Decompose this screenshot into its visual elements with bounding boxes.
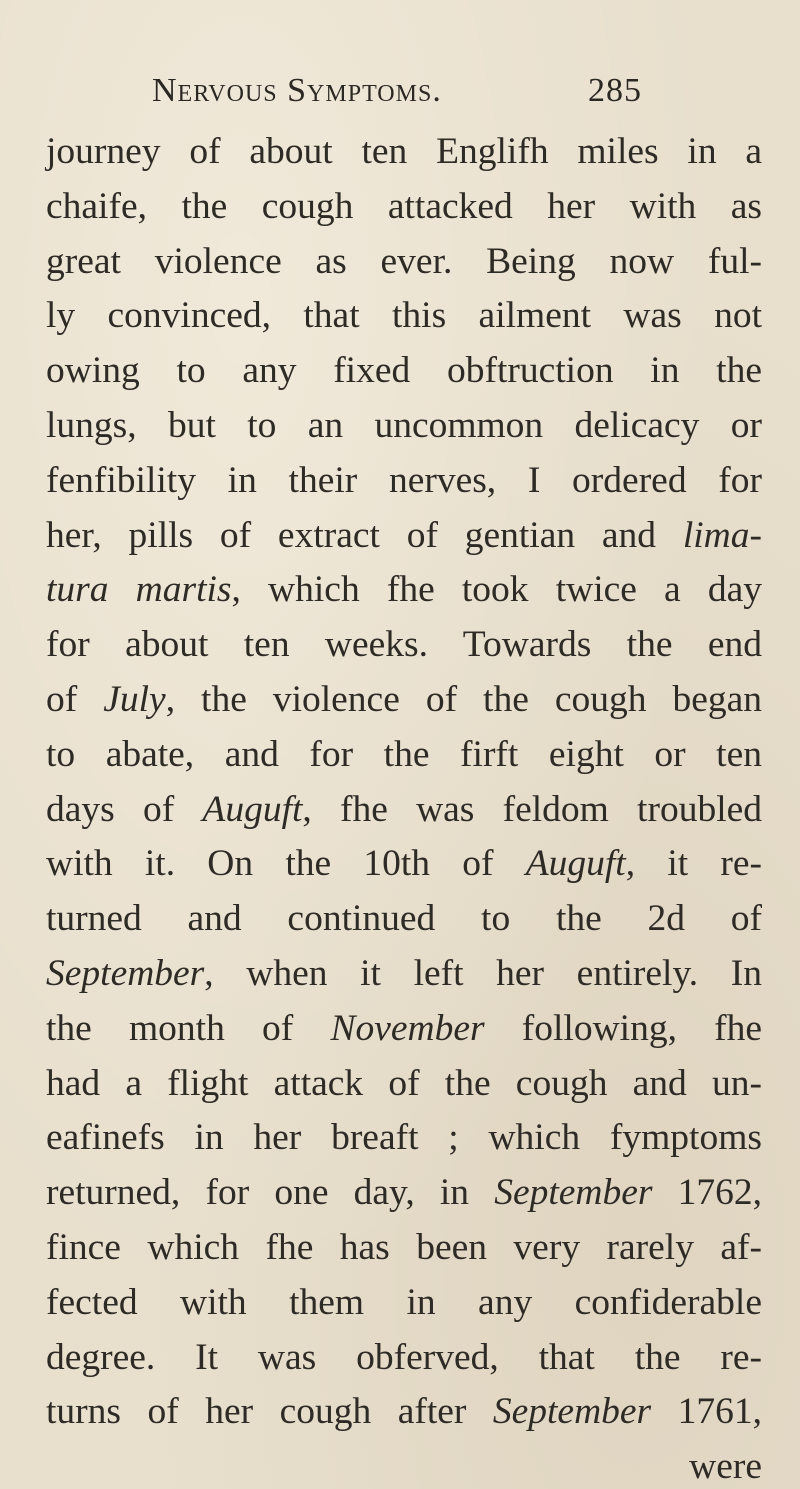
text-line: eafinefs in her breaft ; which fymptoms	[46, 1117, 762, 1159]
italic-text: September	[46, 953, 205, 994]
running-title: Nervous Symptoms.	[152, 72, 442, 109]
text-line: chaife, the cough attacked her with as	[46, 185, 762, 227]
italic-text: tura martis	[46, 569, 232, 611]
text-line: of July, the violence of the cough began	[46, 679, 762, 720]
italic-text: November	[330, 1007, 485, 1049]
text-line: owing to any fixed obftruction in the	[46, 350, 762, 392]
page-number: 285	[588, 72, 642, 109]
text-line: turns of her cough after September 1761,	[46, 1391, 762, 1433]
italic-text: July	[103, 679, 166, 720]
text-line: her, pills of extract of gentian and lima-	[46, 514, 762, 556]
text-line: returned, for one day, in September 1762,	[46, 1172, 762, 1214]
italic-text: Auguft	[202, 788, 303, 830]
italic-text: September	[494, 1172, 653, 1214]
text-line: journey of about ten Englifh miles in a	[46, 131, 762, 172]
italic-text: September	[492, 1391, 652, 1433]
text-line: degree. It was obferved, that the re-	[46, 1336, 762, 1378]
italic-text: lima-	[682, 514, 762, 556]
text-line: lungs, but to an uncommon delicacy or	[46, 405, 762, 446]
text-line: tura martis, which fhe took twice a day	[46, 569, 762, 611]
text-line: to abate, and for the firft eight or ten	[46, 733, 762, 775]
text-line: the month of November following, fhe	[46, 1007, 763, 1049]
text-line: fected with them in any confiderable	[46, 1281, 762, 1323]
text-line: had a flight attack of the cough and un-	[46, 1062, 762, 1104]
text-line: fenfibility in their nerves, I ordered for	[46, 459, 762, 501]
text-line: were	[689, 1446, 762, 1488]
text-line: days of Auguft, fhe was feldom troubled	[46, 788, 763, 830]
text-line: fince which fhe has been very rarely af-	[46, 1227, 762, 1268]
text-line: turned and continued to the 2d of	[46, 898, 762, 940]
text-line: great violence as ever. Being now ful-	[46, 240, 762, 282]
text-line: ly convinced, that this ailment was not	[46, 295, 762, 337]
text-line: with it. On the 10th of Auguft, it re-	[46, 843, 762, 885]
text-line: September, when it left her entirely. In	[46, 953, 762, 994]
text-line: for about ten weeks. Towards the end	[46, 624, 762, 666]
italic-text: Auguft	[525, 843, 626, 885]
